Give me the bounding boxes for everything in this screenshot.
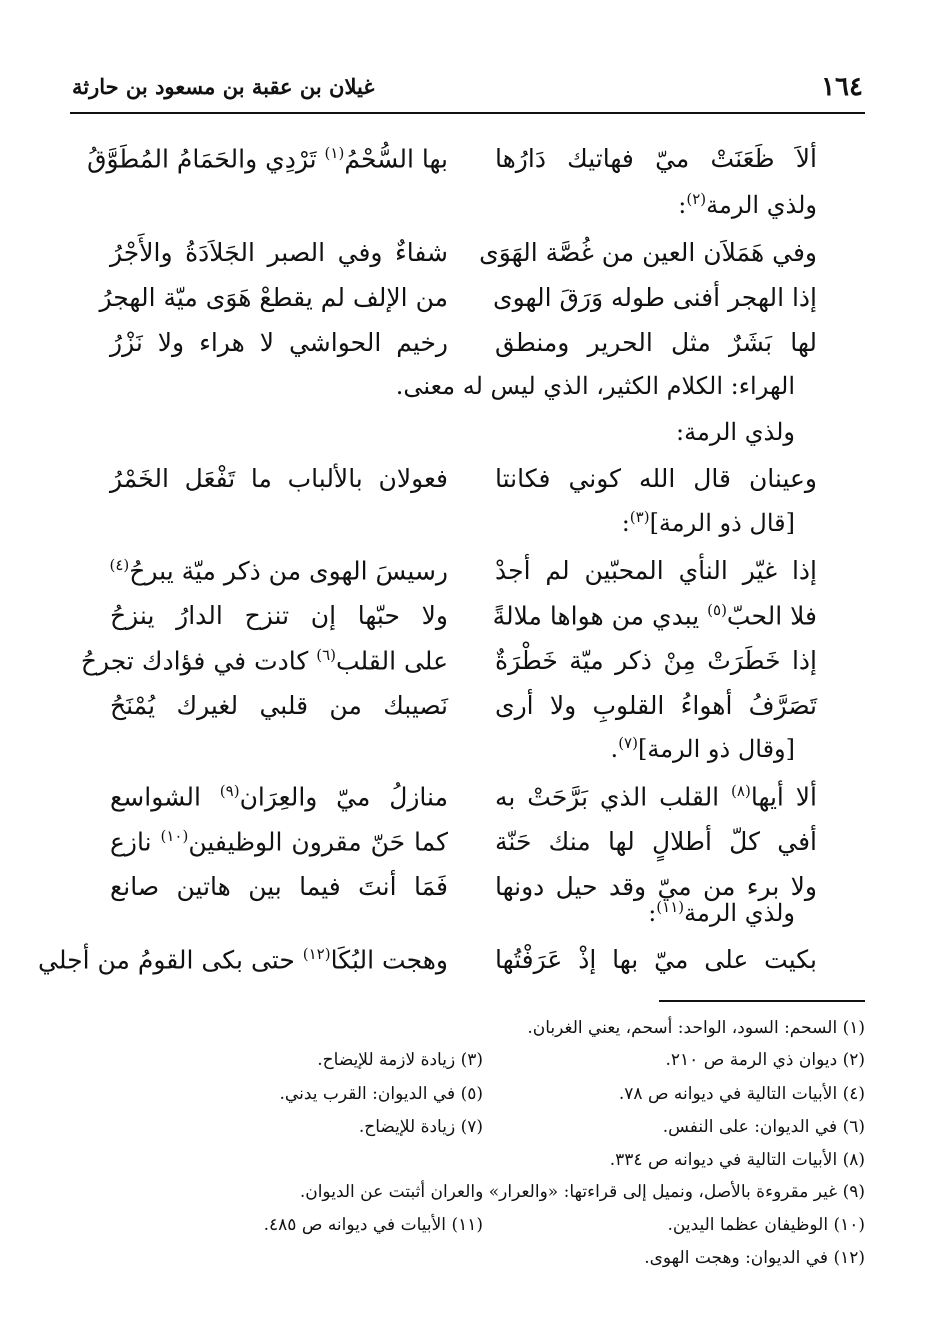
hemistich-first: إذا غيّر النأي المحبّين لم أجدْ bbox=[495, 556, 817, 585]
poem-intro: [وقال ذو الرمة]$^{(٧)}$. bbox=[610, 734, 795, 763]
poem-intro: ولذي الرمة: bbox=[676, 418, 795, 446]
hemistich-first: وعينان قال الله كوني فكانتا bbox=[495, 464, 817, 493]
hemistich-second: وهجت البُكَا$^{(١٢)}$ حتى بكى القومُ من أجلي bbox=[38, 945, 448, 975]
hemistich-first: ألاَ ظَعَنَتْ ميّ فهاتيك دَارُها bbox=[495, 144, 817, 173]
poem-intro: [قال ذو الرمة]$^{(٣)}$: bbox=[621, 508, 795, 537]
hemistich-second: ولا حبّها إن تنزح الدارُ ينزحُ bbox=[110, 601, 448, 630]
footnote-10: (١٠) الوظيفان عظما اليدين. bbox=[667, 1215, 865, 1235]
verse-9 bbox=[110, 691, 817, 735]
hemistich-first: لها بَشَرٌ مثل الحرير ومنطق bbox=[495, 328, 817, 357]
footnote-ref: (١) bbox=[324, 144, 345, 162]
hemistich-second: من الإلف لم يقطعْ هَوَى ميّة الهجرُ bbox=[99, 283, 448, 312]
hemistich-second: رسيسَ الهوى من ذكر ميّة يبرحُ$^{(٤)}$ bbox=[109, 556, 448, 586]
verse-10 bbox=[110, 782, 817, 826]
hemistich-second: على القلب$^{(٦)}$ كادت في فؤادك تجرحُ bbox=[80, 646, 448, 676]
hemistich-first: ولا برء من ميّ وقد حيل دونها bbox=[495, 872, 817, 901]
hemistich-second: منازلُ ميّ والعِرَان$^{(٩)}$ الشواسع bbox=[110, 782, 448, 812]
verse-13 bbox=[38, 945, 817, 989]
poem-intro: ولذي الرمة$^{(٢)}$: bbox=[678, 190, 817, 219]
gloss-line: الهراء: الكلام الكثير، الذي ليس له معنى. bbox=[395, 372, 795, 400]
footnote-rule bbox=[659, 1000, 865, 1002]
page-header bbox=[72, 72, 863, 108]
hemistich-first: فلا الحبّ$^{(٥)}$ يبدي من هواها ملالةً bbox=[492, 601, 817, 631]
verse-5 bbox=[110, 464, 817, 508]
hemistich-second: نَصيبك من قلبي لغيرك يُمْنَحُ bbox=[110, 691, 448, 720]
hemistich-second: فعولان بالألباب ما تَفْعَل الخَمْرُ bbox=[110, 464, 448, 493]
verse-7 bbox=[110, 601, 817, 645]
hemistich-first: إذا خَطَرَتْ مِنْ ذكر ميّة خَطْرَةٌ bbox=[495, 646, 817, 675]
verse-2 bbox=[110, 238, 817, 282]
page-number: ١٦٤ bbox=[821, 72, 863, 102]
footnote-5: (٥) في الديوان: القرب يدني. bbox=[279, 1084, 483, 1104]
footnote-ref: (٧) bbox=[618, 734, 638, 752]
footnote-7: (٧) زيادة للإيضاح. bbox=[358, 1117, 483, 1137]
hemistich-first: أفي كلّ أطلالٍ لها منك حَنّة bbox=[495, 827, 817, 856]
hemistich-first: وفي هَمَلاَن العين من غُصَّة الهَوَى bbox=[479, 238, 817, 267]
poem-intro: ولذي الرمة$^{(١١)}$: bbox=[648, 898, 795, 927]
running-title: غيلان بن عقبة بن مسعود بن حارثة bbox=[72, 74, 375, 99]
header-rule bbox=[70, 112, 865, 114]
verse-6 bbox=[110, 556, 817, 600]
verse-11 bbox=[110, 827, 817, 871]
hemistich-second: رخيم الحواشي لا هراء ولا نَزْرُ bbox=[110, 328, 448, 357]
footnote-6: (٦) في الديوان: على النفس. bbox=[662, 1117, 865, 1137]
footnote-ref: (٦) bbox=[316, 646, 336, 664]
footnote-11: (١١) الأبيات في ديوانه ص ٤٨٥. bbox=[263, 1215, 483, 1235]
hemistich-first: بكيت على ميّ بها إذْ عَرَفْتُها bbox=[495, 945, 817, 974]
verse-8 bbox=[80, 646, 817, 690]
footnote-ref: (٢) bbox=[686, 190, 707, 208]
hemistich-first: ألا أيها$^{(٨)}$ القلب الذي بَرَّحَتْ به bbox=[495, 782, 817, 812]
hemistich-second: بها السُّحْمُ$^{(١)}$ تَرْدِي والحَمَامُ المُطَوَّقُ bbox=[87, 144, 448, 174]
footnote-12: (١٢) في الديوان: وهجت الهوى. bbox=[644, 1248, 865, 1268]
footnote-ref: (١٠) bbox=[160, 827, 189, 845]
verse-4 bbox=[110, 328, 817, 372]
footnote-ref: (٨) bbox=[731, 782, 751, 800]
hemistich-first: تَصَرَّفُ أهواءُ القلوبِ ولا أرى bbox=[495, 691, 817, 720]
verse-1 bbox=[87, 144, 817, 188]
verse-3 bbox=[99, 283, 817, 327]
footnote-3: (٣) زيادة لازمة للإيضاح. bbox=[317, 1050, 483, 1070]
footnote-4: (٤) الأبيات التالية في ديوانه ص ٧٨. bbox=[618, 1084, 865, 1104]
footnote-ref: (١١) bbox=[656, 898, 685, 916]
footnote-ref: (٩) bbox=[219, 782, 240, 800]
footnote-ref: (١٢) bbox=[302, 945, 331, 963]
footnote-ref: (٣) bbox=[629, 508, 650, 526]
footnote-ref: (٤) bbox=[109, 556, 130, 574]
hemistich-second: كما حَنّ مقرون الوظيفين$^{(١٠)}$ نازع bbox=[110, 827, 448, 857]
footnote-1: (١) السحم: السود، الواحد: أسحم، يعني الغربان. bbox=[527, 1018, 865, 1038]
footnote-9: (٩) غير مقروءة بالأصل، ونميل إلى قراءتها: «والعرار» والعران أثبتت عن الديوان. bbox=[299, 1182, 865, 1202]
footnote-8: (٨) الأبيات التالية في ديوانه ص ٣٣٤. bbox=[609, 1150, 865, 1170]
footnote-2: (٢) ديوان ذي الرمة ص ٢١٠. bbox=[665, 1050, 865, 1070]
footnote-ref: (٥) bbox=[707, 601, 727, 619]
hemistich-second: شفاءٌ وفي الصبر الجَلاَدَةُ والأَجْرُ bbox=[110, 238, 448, 267]
hemistich-first: إذا الهجر أفنى طوله وَرَقَ الهوى bbox=[493, 283, 817, 312]
hemistich-second: فَمَا أنتَ فيما بين هاتين صانع bbox=[110, 872, 448, 901]
